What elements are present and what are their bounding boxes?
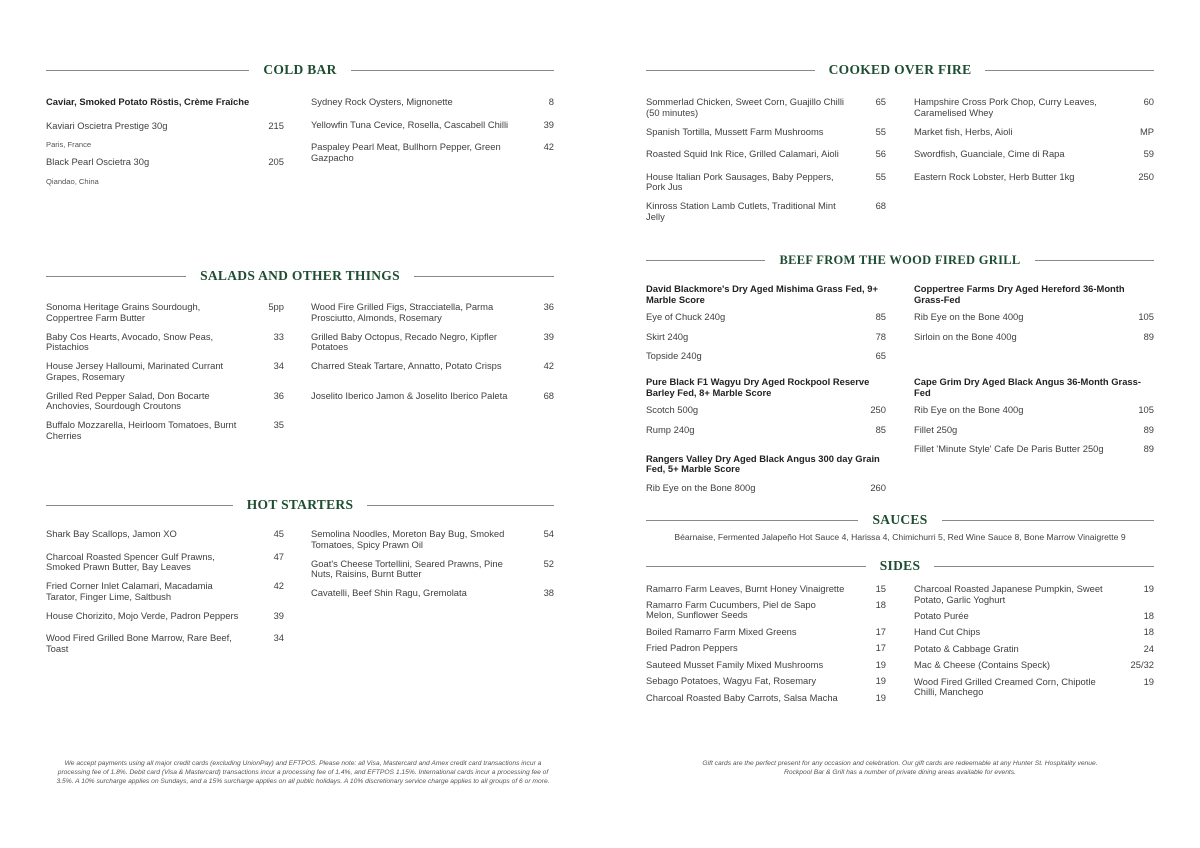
item-name: Swordfish, Guanciale, Cime di Rapa: [914, 148, 1065, 159]
item-price: 17: [875, 625, 886, 637]
menu-item: [46, 302, 284, 332]
menu-item: [646, 127, 886, 150]
item-price: 89: [1143, 443, 1154, 454]
beef-header: [646, 250, 1154, 270]
menu-item: [46, 157, 284, 168]
menu-item: [646, 351, 886, 377]
sauces-list: Béarnaise, Fermented Jalapeño Hot Sauce 4, Harissa 4, Chimichurri 5, Red Wine Sauce 8, Bone Marrow Vinaigrette 9: [674, 532, 1126, 542]
item-name: Potato & Cabbage Gratin: [914, 642, 1019, 654]
cold-bar-right-column: [311, 97, 554, 163]
menu-item: [311, 529, 554, 559]
item-name: Sommerlad Chicken, Sweet Corn, Guajillo Chilli (50 minutes): [646, 96, 844, 118]
item-price: 15: [875, 583, 886, 594]
item-name: Wood Fired Grilled Bone Marrow, Rare Beef, Toast: [46, 632, 232, 654]
hot-starters-left-column: [46, 529, 284, 663]
item-name: Spanish Tortilla, Mussett Farm Mushrooms: [646, 125, 824, 137]
menu-item: [914, 677, 1154, 698]
beef-right-column: [914, 284, 1154, 455]
item-name: Shark Bay Scallops, Jamon XO: [46, 528, 177, 539]
item-name: Potato Purée: [914, 609, 969, 621]
menu-item: [311, 120, 554, 131]
menu-item: [646, 627, 886, 644]
menu-item: [646, 149, 886, 172]
divider: [985, 70, 1154, 71]
divider: [646, 70, 815, 71]
cooked-over-fire-header: [646, 60, 1154, 80]
item-name: Fillet 250g: [914, 423, 958, 435]
item-price: 34: [273, 632, 284, 643]
item-name: Yellowfin Tuna Cevice, Rosella, Cascabell Chilli: [311, 118, 509, 130]
item-price: 19: [875, 658, 886, 670]
item-price: 19: [875, 691, 886, 703]
menu-item: [311, 588, 554, 618]
item-price: 60: [1143, 96, 1154, 107]
item-name: Hand Cut Chips: [914, 626, 981, 637]
item-name: Goat's Cheese Tortellini, Seared Prawns, Pine Nuts, Raisins, Burnt Butter: [311, 557, 503, 579]
menu-item: [914, 611, 1154, 628]
salads-title: SALADS AND OTHER THINGS: [200, 268, 400, 283]
divider: [646, 260, 765, 261]
item-price: 55: [875, 125, 886, 137]
menu-item: [311, 361, 554, 391]
item-price: 45: [273, 528, 284, 539]
right-page: [600, 0, 1200, 848]
menu-item: [646, 676, 886, 693]
item-name: Rib Eye on the Bone 400g: [914, 311, 1024, 322]
item-origin: Paris, France: [46, 140, 92, 149]
caviar-heading: Caviar, Smoked Potato Röstis, Crème Fraîche: [46, 96, 250, 107]
menu-item: [646, 425, 886, 454]
menu-item: [46, 332, 284, 362]
menu-item: [46, 581, 284, 611]
beef-group-heading: Coppertree Farms Dry Aged Hereford 36-Month Grass-Fed: [914, 283, 1125, 305]
item-price: 78: [875, 330, 886, 342]
item-price: 42: [543, 141, 554, 152]
item-price: 89: [1143, 330, 1154, 342]
item-name: House Chorizito, Mojo Verde, Padron Peppers: [46, 609, 239, 621]
menu-item: [914, 97, 1154, 127]
item-name: Sonoma Heritage Grains Sourdough, Coppertree Farm Butter: [46, 301, 201, 323]
item-name: Black Pearl Oscietra 30g: [46, 156, 150, 167]
menu-item: [914, 584, 1154, 611]
menu-item: [46, 420, 284, 450]
item-origin: Qiandao, China: [46, 176, 99, 186]
divider: [367, 505, 554, 506]
hot-starters-title: HOT STARTERS: [246, 497, 354, 512]
cold-bar-header: [46, 60, 554, 80]
item-price: 38: [543, 587, 554, 598]
item-price: 52: [543, 557, 554, 569]
item-name: Sauteed Musset Family Mixed Mushrooms: [646, 658, 824, 670]
item-price: 42: [543, 360, 554, 371]
item-name: Semolina Noodles, Moreton Bay Bug, Smoked Tomatoes, Spicy Prawn Oil: [311, 528, 505, 550]
divider: [46, 70, 249, 71]
item-name: Hampshire Cross Pork Chop, Curry Leaves, Caramelised Whey: [914, 96, 1097, 118]
item-price: 47: [273, 550, 284, 562]
item-price: 105: [1138, 404, 1154, 415]
item-price: 39: [543, 118, 554, 130]
item-price: 19: [1143, 675, 1154, 687]
salads-left-column: [46, 302, 284, 450]
item-name: Market fish, Herbs, Aioli: [914, 125, 1013, 137]
item-name: Charcoal Roasted Spencer Gulf Prawns, Smoked Prawn Butter, Bay Leaves: [46, 550, 215, 572]
menu-item: [914, 405, 1154, 425]
menu-item: [914, 644, 1154, 661]
salads-header: [46, 266, 554, 286]
item-price: 18: [1143, 626, 1154, 637]
item-name: Rib Eye on the Bone 400g: [914, 404, 1024, 415]
divider: [934, 566, 1154, 567]
item-name: House Jersey Halloumi, Marinated Currant Grapes, Rosemary: [46, 360, 224, 382]
menu-item: [46, 391, 284, 421]
item-price: 25/32: [1130, 659, 1154, 670]
item-price: 89: [1143, 423, 1154, 435]
item-name: Charcoal Roasted Japanese Pumpkin, Sweet Potato, Garlic Yoghurt: [914, 583, 1103, 605]
item-name: House Italian Pork Sausages, Baby Peppers, Pork Jus: [646, 170, 834, 192]
item-name: Sydney Rock Oysters, Mignonette: [311, 96, 453, 107]
item-name: Topside 240g: [646, 350, 702, 361]
menu-item: [914, 332, 1154, 378]
item-price: 35: [273, 419, 284, 430]
item-price: 39: [273, 609, 284, 621]
item-name: Eastern Rock Lobster, Herb Butter 1kg: [914, 170, 1075, 182]
item-price: 24: [1143, 642, 1154, 654]
beef-left-column: [646, 284, 886, 493]
item-price: 56: [875, 148, 886, 159]
beef-group-heading: Rangers Valley Dry Aged Black Angus 300 day Grain Fed, 5+ Marble Score: [646, 452, 880, 474]
item-name: Boiled Ramarro Farm Mixed Greens: [646, 625, 797, 637]
sides-left-column: [646, 584, 886, 709]
salads-right-column: [311, 302, 554, 420]
menu-item: [311, 559, 554, 589]
item-price: 260: [870, 481, 886, 493]
gift-card-footer: Gift cards are the perfect present for any occasion and celebration. Our gift cards are redeemable at any Hunter St. Hospitality venue. Rockpool Bar & Grill has a number of private dining areas available for events.: [702, 760, 1098, 776]
menu-item: [46, 611, 284, 634]
sides-title: SIDES: [879, 558, 921, 573]
item-price: 34: [273, 360, 284, 371]
menu-item: [646, 312, 886, 332]
item-price: 18: [1143, 609, 1154, 621]
cooked-right-column: [914, 97, 1154, 194]
menu-item: [646, 693, 886, 710]
menu-item: [311, 142, 554, 163]
menu-item: [914, 312, 1154, 332]
menu-item: [46, 361, 284, 391]
beef-group-heading: Pure Black F1 Wagyu Dry Aged Rockpool Reserve Barley Fed, 8+ Marble Score: [646, 376, 870, 398]
divider: [1035, 260, 1154, 261]
item-name: Charred Steak Tartare, Annatto, Potato Crisps: [311, 360, 502, 371]
menu-item: [646, 201, 886, 231]
item-name: Buffalo Mozzarella, Heirloom Tomatoes, Burnt Cherries: [46, 419, 237, 441]
item-name: Paspaley Pearl Meat, Bullhorn Pepper, Green Gazpacho: [311, 141, 501, 163]
menu-item: [914, 149, 1154, 172]
menu-item: [646, 97, 886, 127]
item-name: Sirloin on the Bone 400g: [914, 330, 1017, 342]
divider: [46, 505, 233, 506]
item-price: 55: [875, 170, 886, 182]
item-name: Kinross Station Lamb Cutlets, Traditional Mint Jelly: [646, 200, 836, 222]
item-price: 65: [875, 96, 886, 107]
item-price: 68: [543, 389, 554, 401]
item-name: Charcoal Roasted Baby Carrots, Salsa Macha: [646, 691, 838, 703]
item-name: Fillet 'Minute Style' Cafe De Paris Butter 250g: [914, 443, 1104, 454]
item-price: 105: [1138, 311, 1154, 322]
item-name: Rib Eye on the Bone 800g: [646, 481, 756, 493]
hot-starters-header: [46, 495, 554, 515]
item-price: 42: [273, 580, 284, 591]
item-price: 59: [1143, 148, 1154, 159]
item-name: Wood Fire Grilled Figs, Stracciatella, Parma Prosciutto, Almonds, Rosemary: [311, 301, 494, 323]
menu-item: [311, 391, 554, 421]
item-price: 18: [875, 598, 886, 610]
menu-item: [311, 97, 554, 108]
item-name: Fried Padron Peppers: [646, 642, 738, 653]
menu-item: [914, 627, 1154, 644]
menu-item: [914, 660, 1154, 677]
item-price: 250: [1138, 170, 1154, 182]
menu-item: [914, 172, 1154, 195]
item-price: 85: [875, 311, 886, 322]
menu-item: [914, 444, 1154, 455]
item-name: Cavatelli, Beef Shin Ragu, Gremolata: [311, 587, 467, 598]
divider: [351, 70, 554, 71]
divider: [46, 276, 186, 277]
item-price: 68: [875, 200, 886, 211]
payment-footer: We accept payments using all major credit cards (excluding UnionPay) and EFTPOS. Please note: all Visa, Mastercard and Amex credit card transactions incur a processing fee of 1.8%. Debit card (Visa & Mastercard) transactions incur a processing fee of 1.4%, and EFTPOS 1.15%. International cards incur a processing fee of 3.5%. A 10% surcharge applies on Sundays, and a 15% surcharge applies on all public holidays. A 10% discretionary service charge applies to all groups of 6 or more.: [56, 760, 550, 785]
item-price: 36: [543, 301, 554, 312]
item-name: Sebago Potatoes, Wagyu Fat, Rosemary: [646, 675, 817, 686]
item-name: Ramarro Farm Leaves, Burnt Honey Vinaigrette: [646, 583, 845, 594]
item-name: Joselito Iberico Jamon & Joselito Iberico Paleta: [311, 389, 508, 401]
divider: [646, 520, 858, 521]
item-price: 65: [875, 350, 886, 361]
hot-starters-right-column: [311, 529, 554, 618]
item-price: 205: [268, 156, 284, 167]
menu-item: [914, 127, 1154, 150]
sauces-header: [646, 510, 1154, 530]
menu-item: [46, 633, 284, 663]
item-name: Eye of Chuck 240g: [646, 311, 726, 322]
item-name: Scotch 500g: [646, 404, 699, 415]
sauces-title: SAUCES: [872, 512, 928, 527]
menu-item: [646, 405, 886, 425]
item-price: 33: [273, 330, 284, 342]
item-name: Grilled Red Pepper Salad, Don Bocarte Anchovies, Sourdough Croutons: [46, 389, 210, 411]
cooked-left-column: [646, 97, 886, 231]
item-price: 54: [543, 528, 554, 539]
menu-item: [646, 600, 886, 627]
item-name: Mac & Cheese (Contains Speck): [914, 659, 1050, 670]
menu-item: [311, 302, 554, 332]
item-name: Skirt 240g: [646, 330, 689, 342]
item-name: Roasted Squid Ink Rice, Grilled Calamari, Aioli: [646, 148, 839, 159]
sides-right-column: [914, 584, 1154, 698]
beef-group-heading: Cape Grim Dry Aged Black Angus 36-Month Grass-Fed: [914, 376, 1141, 398]
menu-item: [646, 172, 886, 202]
menu-item: [646, 584, 886, 600]
item-name: Ramarro Farm Cucumbers, Piel de Sapo Melon, Sunflower Seeds: [646, 598, 816, 620]
beef-group-heading: David Blackmore's Dry Aged Mishima Grass Fed, 9+ Marble Score: [646, 283, 878, 305]
menu-item: [46, 529, 284, 552]
cooked-over-fire-title: COOKED OVER FIRE: [828, 62, 972, 77]
item-price: 17: [875, 642, 886, 653]
item-price: 8: [548, 96, 554, 107]
menu-item: [914, 425, 1154, 445]
item-name: Baby Cos Hearts, Avocado, Snow Peas, Pistachios: [46, 330, 214, 352]
menu-item: [646, 660, 886, 677]
item-name: Fried Corner Inlet Calamari, Macadamia Tarator, Finger Lime, Saltbush: [46, 580, 213, 602]
item-price: 19: [875, 675, 886, 686]
menu-item: [646, 332, 886, 352]
menu-item: [646, 643, 886, 660]
menu-item: [46, 552, 284, 582]
item-name: Rump 240g: [646, 423, 695, 435]
item-price: 19: [1143, 583, 1154, 594]
menu-item: [46, 121, 284, 132]
beef-title: BEEF FROM THE WOOD FIRED GRILL: [779, 252, 1021, 267]
sides-header: [646, 556, 1154, 576]
item-price: 5pp: [268, 301, 284, 312]
item-name: Wood Fired Grilled Creamed Corn, Chipotle Chilli, Manchego: [914, 675, 1096, 697]
item-price: 215: [268, 119, 284, 131]
item-price: MP: [1139, 125, 1154, 137]
divider: [942, 520, 1154, 521]
item-price: 36: [273, 389, 284, 401]
divider: [646, 566, 866, 567]
item-name: Grilled Baby Octopus, Recado Negro, Kipfler Potatoes: [311, 330, 498, 352]
item-name: Kaviari Oscietra Prestige 30g: [46, 119, 168, 131]
menu-item: [311, 332, 554, 362]
cold-bar-title: COLD BAR: [263, 62, 337, 77]
divider: [414, 276, 554, 277]
item-price: 250: [870, 404, 886, 415]
item-price: 85: [875, 423, 886, 435]
menu-item: [646, 483, 886, 494]
item-price: 39: [543, 330, 554, 342]
cold-bar-left-column: [46, 97, 284, 186]
